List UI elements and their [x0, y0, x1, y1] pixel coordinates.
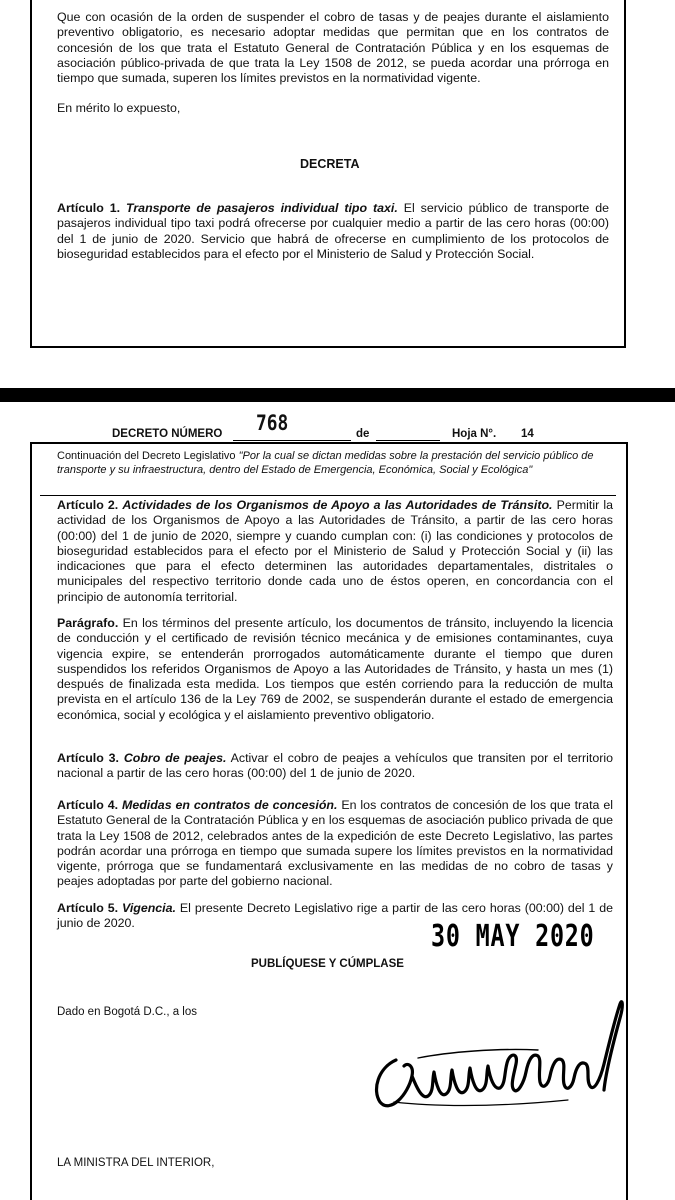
articulo-4	[57, 798, 613, 890]
publiquese-line: PUBLÍQUESE Y CÚMPLASE	[251, 958, 404, 970]
document-page-2	[0, 402, 675, 1200]
hoja-label: Hoja N°.	[452, 428, 497, 440]
header-divider	[40, 495, 616, 496]
articulo-1-label: Artículo 1.	[57, 201, 121, 215]
articulo-4-title: Medidas en contratos de concesión.	[122, 798, 338, 812]
paragrafo-label: Parágrafo.	[57, 616, 119, 630]
articulo-5-label: Artículo 5.	[57, 901, 119, 915]
articulo-2	[57, 498, 613, 605]
articulo-1-body: El servicio público de transporte de pasajeros individual tipo taxi podrá ofrecerse por cualquier medio a partir de las cero horas (00:00) del 1 de junio de 2020. Servicio que habrá de ofrecerse en cumplimiento de los protocolos de bioseguridad establecidos para el efecto por el Ministerio de Salud y Protección Social.	[57, 201, 609, 261]
continuation-title: "Por la cual se dictan medidas sobre la prestación del servicio público de transporte y su infraestructura, dentro del Estado de Emergencia, Económica, Social y Ecológica"	[57, 450, 594, 476]
merito-line: En mérito lo expuesto,	[57, 101, 181, 115]
continuation-header	[57, 450, 613, 477]
dado-en-line: Dado en Bogotá D.C., a los	[57, 1006, 197, 1018]
articulo-5-body: El presente Decreto Legislativo rige a partir de las cero horas (00:00) del 1 de junio de 2020.	[57, 901, 613, 931]
articulo-4-body: En los contratos de concesión de los que trata el Estatuto General de la Contratación Pública y en los esquemas de asociación publico privada de que trata la Ley 1508 de 2012, celebrados antes de la expedición de este Decreto Legislativo, las partes podrán acordar una prórroga en tiempo que sumada supere los límites previstos en la normatividad vigente, prórroga que se fundamentará exclusivamente en las medidas de no cobro de tasas y peajes adoptadas por parte del gobierno nacional.	[57, 798, 613, 889]
decreta-heading: DECRETA	[300, 157, 360, 171]
document-page-1	[0, 0, 675, 388]
page-border-left	[30, 442, 32, 1200]
decreto-numero-label: DECRETO NÚMERO	[112, 428, 223, 440]
articulo-3-title: Cobro de peajes.	[123, 751, 227, 765]
page-border-left	[30, 0, 32, 348]
page-border-bottom	[30, 346, 626, 348]
considerando-paragraph: Que con ocasión de la orden de suspender el cobro de tasas y de peajes durante el aislamiento preventivo obligatorio, es necesario adoptar medidas que permitan que en los contratos de concesión de los que trata el Estatuto General de Contratación Pública y en los esquemas de asociación público-privada de que trata la Ley 1508 de 2012, se pueda acordar una prórroga en tiempo que sumada, superen los límites previstos en la normatividad vigente.	[57, 10, 609, 86]
articulo-3-body: Activar el cobro de peajes a vehículos que transiten por el territorio nacional a partir de las cero horas (00:00) del 1 de junio de 2020.	[57, 751, 613, 781]
page-border-right	[624, 0, 626, 348]
page-border-top	[30, 442, 628, 444]
articulo-2-body: Permitir la actividad de los Organismos de Apoyo a las Autoridades de Tránsito, a partir de las cero horas (00:00) del 1 de junio de 2020, siempre y cuando cumplan con: (i) las condiciones y protocolos de bioseguridad establecidos para el efecto por el Ministerio de Salud y Protección Social y (ii) las indicaciones que para el efecto determinen las autoridades departamentales, distritales o municipales del respectivo territorio donde cada uno de éstos operen, en concordancia con el principio de autonomía territorial.	[57, 498, 613, 604]
signature-image	[368, 990, 633, 1125]
articulo-2-label: Artículo 2.	[57, 498, 119, 512]
decreto-number-underline	[233, 440, 351, 441]
articulo-5-title: Vigencia.	[122, 901, 176, 915]
paragrafo	[57, 616, 613, 723]
date-underline	[376, 440, 440, 441]
hoja-number: 14	[521, 428, 534, 440]
date-stamp: 30 MAY 2020	[431, 919, 595, 954]
decreto-number: 768	[256, 411, 289, 435]
de-label: de	[356, 428, 370, 440]
articulo-3	[57, 751, 613, 782]
articulo-1	[57, 201, 609, 262]
ministra-line: LA MINISTRA DEL INTERIOR,	[57, 1157, 215, 1169]
articulo-3-label: Artículo 3.	[57, 751, 119, 765]
articulo-2-title: Actividades de los Organismos de Apoyo a las Autoridades de Tránsito.	[122, 498, 553, 512]
articulo-1-title: Transporte de pasajeros individual tipo taxi.	[126, 201, 398, 215]
articulo-4-label: Artículo 4.	[57, 798, 119, 812]
continuation-label: Continuación del Decreto Legislativo	[57, 450, 236, 462]
paragrafo-body: En los términos del presente artículo, los documentos de tránsito, incluyendo la licencia de conducción y el certificado de revisión técnico mecánica y de emisiones contaminantes, cuya vigencia expire, se entenderán prorrogados automáticamente durante el tiempo que duren suspendidos los referidos Organismos de Apoyo a las Autoridades de Tránsito, y hasta un mes (1) después de finalizada esta medida. Los tiempos que estén corriendo para la reducción de multa prevista en el artículo 136 de la Ley 769 de 2002, se suspenderán durante el estado de emergencia económica, social y ecológica y el aislamiento preventivo obligatorio.	[57, 616, 613, 722]
